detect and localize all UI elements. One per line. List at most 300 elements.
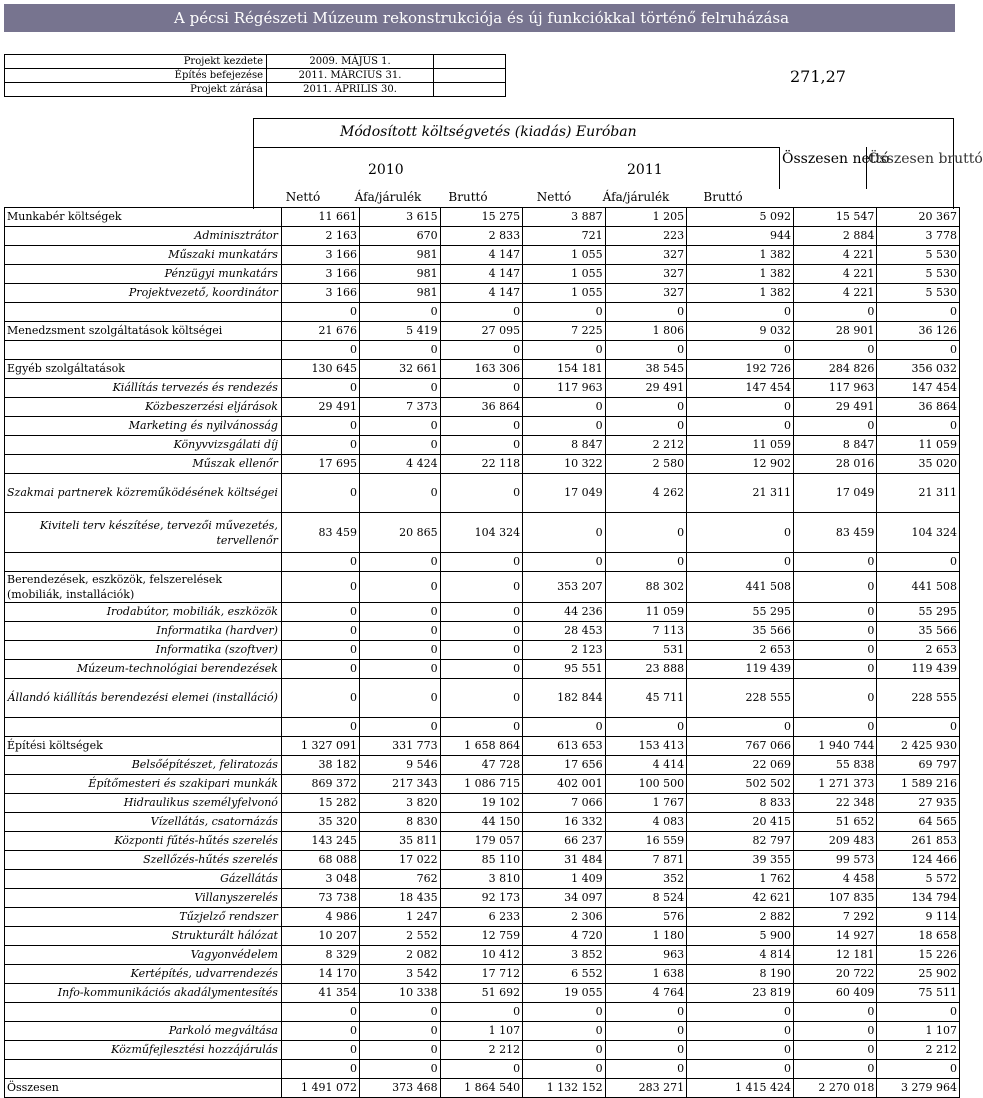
table-cell: 3 810: [440, 870, 523, 889]
table-cell: 147 454: [687, 379, 794, 398]
table-cell: 9 546: [360, 756, 441, 775]
row-label: Közbeszerzési eljárások: [5, 398, 282, 417]
table-cell: 217 343: [360, 775, 441, 794]
table-cell: 7 292: [793, 908, 876, 927]
table-cell: 10 207: [281, 927, 359, 946]
year-2010-heading: 2010: [368, 162, 404, 178]
table-cell: 613 653: [523, 737, 606, 756]
table-cell: 0: [793, 553, 876, 572]
table-cell: 17 695: [281, 455, 359, 474]
table-cell: 0: [360, 379, 441, 398]
table-cell: 0: [360, 572, 441, 603]
table-cell: 35 566: [877, 622, 960, 641]
table-cell: 353 207: [523, 572, 606, 603]
table-cell: 502 502: [687, 775, 794, 794]
table-cell: 11 059: [687, 436, 794, 455]
table-cell: 12 759: [440, 927, 523, 946]
table-row: [5, 946, 960, 965]
table-cell: 31 484: [523, 851, 606, 870]
table-cell: 14 927: [793, 927, 876, 946]
table-cell: 0: [605, 341, 686, 360]
table-cell: 1 382: [687, 265, 794, 284]
table-cell: 0: [605, 1060, 686, 1079]
table-row: [5, 794, 960, 813]
total-gross-heading: Összesen bruttó: [868, 151, 983, 167]
table-cell: 1 247: [360, 908, 441, 927]
row-label: Műszaki munkatárs: [5, 246, 282, 265]
table-cell: 17 049: [523, 474, 606, 513]
table-cell: 0: [281, 1022, 359, 1041]
table-cell: 0: [281, 474, 359, 513]
table-cell: 11 059: [605, 603, 686, 622]
table-cell: 69 797: [877, 756, 960, 775]
table-cell: 11 059: [877, 436, 960, 455]
table-cell: 2 212: [440, 1041, 523, 1060]
row-label: Munkabér költségek: [5, 208, 282, 227]
table-cell: 0: [793, 603, 876, 622]
table-cell: 35 320: [281, 813, 359, 832]
row-label: Vízellátás, csatornázás: [5, 813, 282, 832]
table-cell: 19 102: [440, 794, 523, 813]
table-cell: 0: [523, 553, 606, 572]
table-cell: 0: [687, 341, 794, 360]
table-row: [5, 622, 960, 641]
table-cell: 0: [440, 603, 523, 622]
table-row: [5, 718, 960, 737]
table-cell: 17 022: [360, 851, 441, 870]
table-cell: 0: [360, 603, 441, 622]
table-cell: 2 653: [877, 641, 960, 660]
info-blank: [434, 55, 506, 69]
table-cell: 2 212: [605, 436, 686, 455]
table-cell: 0: [523, 1060, 606, 1079]
table-cell: 228 555: [877, 679, 960, 718]
table-cell: 0: [440, 553, 523, 572]
table-cell: 25 902: [877, 965, 960, 984]
table-cell: 4 458: [793, 870, 876, 889]
row-label: [5, 1060, 282, 1079]
table-cell: 130 645: [281, 360, 359, 379]
table-cell: 0: [281, 1060, 359, 1079]
table-row: [5, 1022, 960, 1041]
table-row: [5, 737, 960, 756]
row-label: Hidraulikus személyfelvonó: [5, 794, 282, 813]
row-label: Parkoló megváltása: [5, 1022, 282, 1041]
table-cell: 143 245: [281, 832, 359, 851]
table-cell: 1 415 424: [687, 1079, 794, 1098]
table-row: [5, 984, 960, 1003]
table-cell: 0: [793, 303, 876, 322]
info-value: 2011. MÁRCIUS 31.: [267, 69, 434, 83]
table-cell: 0: [360, 303, 441, 322]
table-cell: 0: [281, 622, 359, 641]
table-cell: 0: [440, 622, 523, 641]
table-cell: 0: [440, 474, 523, 513]
col-head: Áfa/járulék: [354, 190, 422, 204]
table-cell: 0: [523, 1041, 606, 1060]
table-cell: 0: [687, 1022, 794, 1041]
table-row: [5, 1003, 960, 1022]
table-row: [5, 908, 960, 927]
table-cell: 0: [793, 641, 876, 660]
table-cell: 10 322: [523, 455, 606, 474]
table-cell: 981: [360, 284, 441, 303]
table-cell: 12 181: [793, 946, 876, 965]
row-label: Építőmesteri és szakipari munkák: [5, 775, 282, 794]
table-cell: 0: [281, 660, 359, 679]
table-row: [5, 775, 960, 794]
table-row: [5, 322, 960, 341]
table-cell: 1 806: [605, 322, 686, 341]
table-cell: 4 424: [360, 455, 441, 474]
table-cell: 2 882: [687, 908, 794, 927]
table-cell: 0: [605, 1022, 686, 1041]
table-cell: 55 838: [793, 756, 876, 775]
info-label: Projekt zárása: [5, 83, 267, 97]
table-row: [5, 360, 960, 379]
table-row: [5, 303, 960, 322]
table-cell: 10 338: [360, 984, 441, 1003]
info-blank: [434, 69, 506, 83]
table-cell: 2 306: [523, 908, 606, 927]
table-cell: 39 355: [687, 851, 794, 870]
table-cell: 15 275: [440, 208, 523, 227]
table-cell: 0: [877, 553, 960, 572]
table-cell: 4 764: [605, 984, 686, 1003]
table-cell: 18 658: [877, 927, 960, 946]
info-row: [5, 69, 506, 83]
table-cell: 0: [687, 417, 794, 436]
table-cell: 0: [360, 1003, 441, 1022]
row-label: Állandó kiállítás berendezési elemei (installáció): [5, 679, 282, 718]
info-row: [5, 55, 506, 69]
table-cell: 0: [793, 417, 876, 436]
row-label: Egyéb szolgáltatások: [5, 360, 282, 379]
col-head: Bruttó: [448, 190, 488, 204]
table-cell: 3 615: [360, 208, 441, 227]
table-cell: 356 032: [877, 360, 960, 379]
info-blank: [434, 83, 506, 97]
column-headers: [253, 190, 953, 206]
table-cell: 15 226: [877, 946, 960, 965]
table-cell: 0: [281, 303, 359, 322]
table-cell: 1 055: [523, 284, 606, 303]
table-cell: 5 530: [877, 265, 960, 284]
table-cell: 99 573: [793, 851, 876, 870]
table-cell: 4 720: [523, 927, 606, 946]
table-cell: 0: [281, 603, 359, 622]
table-cell: 1 180: [605, 927, 686, 946]
table-cell: 0: [877, 718, 960, 737]
table-cell: 7 113: [605, 622, 686, 641]
table-cell: 981: [360, 246, 441, 265]
table-row: [5, 474, 960, 513]
table-row: [5, 832, 960, 851]
table-cell: 0: [281, 436, 359, 455]
table-cell: 0: [687, 1060, 794, 1079]
budget-table: [4, 207, 960, 1098]
table-cell: 1 107: [877, 1022, 960, 1041]
row-label: Kiviteli terv készítése, tervezői művezetés, tervellenőr: [5, 513, 282, 553]
table-cell: 373 468: [360, 1079, 441, 1098]
row-label: Pénzügyi munkatárs: [5, 265, 282, 284]
table-cell: 5 530: [877, 284, 960, 303]
header-divider: [253, 147, 780, 148]
table-cell: 29 491: [605, 379, 686, 398]
table-cell: 327: [605, 284, 686, 303]
table-row: [5, 379, 960, 398]
table-row: [5, 417, 960, 436]
table-cell: 4 083: [605, 813, 686, 832]
table-cell: 27 095: [440, 322, 523, 341]
row-label: [5, 303, 282, 322]
table-row: [5, 965, 960, 984]
table-row: [5, 1041, 960, 1060]
table-cell: 15 282: [281, 794, 359, 813]
table-cell: 21 311: [877, 474, 960, 513]
table-cell: 95 551: [523, 660, 606, 679]
table-row: [5, 227, 960, 246]
table-cell: 8 830: [360, 813, 441, 832]
table-cell: 0: [877, 1003, 960, 1022]
table-cell: 32 661: [360, 360, 441, 379]
table-cell: 331 773: [360, 737, 441, 756]
table-cell: 327: [605, 246, 686, 265]
table-cell: 51 692: [440, 984, 523, 1003]
table-cell: 0: [440, 1003, 523, 1022]
table-cell: 35 020: [877, 455, 960, 474]
table-cell: 0: [687, 553, 794, 572]
table-cell: 104 324: [877, 513, 960, 553]
table-cell: 352: [605, 870, 686, 889]
table-cell: 15 547: [793, 208, 876, 227]
table-cell: 531: [605, 641, 686, 660]
table-cell: 3 279 964: [877, 1079, 960, 1098]
row-label: Menedzsment szolgáltatások költségei: [5, 322, 282, 341]
table-cell: 83 459: [281, 513, 359, 553]
table-cell: 8 190: [687, 965, 794, 984]
table-cell: 0: [360, 436, 441, 455]
table-cell: 20 415: [687, 813, 794, 832]
table-cell: 209 483: [793, 832, 876, 851]
table-cell: 117 963: [793, 379, 876, 398]
table-cell: 7 373: [360, 398, 441, 417]
table-cell: 75 511: [877, 984, 960, 1003]
table-cell: 327: [605, 265, 686, 284]
table-cell: 4 986: [281, 908, 359, 927]
table-cell: 670: [360, 227, 441, 246]
table-cell: 2 653: [687, 641, 794, 660]
table-cell: 0: [360, 641, 441, 660]
table-cell: 1 589 216: [877, 775, 960, 794]
table-cell: 163 306: [440, 360, 523, 379]
table-row: [5, 756, 960, 775]
table-cell: 92 173: [440, 889, 523, 908]
table-cell: 0: [793, 1003, 876, 1022]
table-cell: 767 066: [687, 737, 794, 756]
table-cell: 1 767: [605, 794, 686, 813]
col-head: Áfa/járulék: [602, 190, 670, 204]
table-cell: 12 902: [687, 455, 794, 474]
table-cell: 23 819: [687, 984, 794, 1003]
table-cell: 0: [440, 303, 523, 322]
table-cell: 7 225: [523, 322, 606, 341]
table-cell: 2 163: [281, 227, 359, 246]
table-cell: 0: [360, 341, 441, 360]
table-cell: 944: [687, 227, 794, 246]
row-label: Tűzjelző rendszer: [5, 908, 282, 927]
table-cell: 7 871: [605, 851, 686, 870]
table-cell: 3 166: [281, 246, 359, 265]
row-label: [5, 341, 282, 360]
table-cell: 36 126: [877, 322, 960, 341]
table-cell: 0: [523, 513, 606, 553]
table-cell: 721: [523, 227, 606, 246]
table-row: [5, 603, 960, 622]
table-cell: 8 847: [793, 436, 876, 455]
table-cell: 283 271: [605, 1079, 686, 1098]
table-cell: 0: [605, 1041, 686, 1060]
table-cell: 0: [793, 572, 876, 603]
table-cell: 4 414: [605, 756, 686, 775]
table-cell: 153 413: [605, 737, 686, 756]
table-cell: 21 676: [281, 322, 359, 341]
table-cell: 34 097: [523, 889, 606, 908]
table-cell: 963: [605, 946, 686, 965]
table-cell: 2 123: [523, 641, 606, 660]
table-cell: 1 940 744: [793, 737, 876, 756]
table-cell: 0: [523, 417, 606, 436]
table-cell: 3 542: [360, 965, 441, 984]
table-cell: 19 055: [523, 984, 606, 1003]
table-row: [5, 889, 960, 908]
table-cell: 20 722: [793, 965, 876, 984]
table-row: [5, 436, 960, 455]
table-cell: 4 262: [605, 474, 686, 513]
table-cell: 0: [793, 341, 876, 360]
table-cell: 0: [877, 303, 960, 322]
table-cell: 100 500: [605, 775, 686, 794]
table-cell: 0: [687, 398, 794, 417]
table-row: [5, 870, 960, 889]
table-cell: 192 726: [687, 360, 794, 379]
table-cell: 441 508: [687, 572, 794, 603]
table-cell: 45 711: [605, 679, 686, 718]
table-cell: 83 459: [793, 513, 876, 553]
row-label: Szellőzés-hűtés szerelés: [5, 851, 282, 870]
table-cell: 0: [687, 303, 794, 322]
table-row: [5, 208, 960, 227]
table-cell: 228 555: [687, 679, 794, 718]
table-cell: 0: [360, 417, 441, 436]
table-cell: 0: [360, 1022, 441, 1041]
table-cell: 47 728: [440, 756, 523, 775]
table-cell: 3 166: [281, 265, 359, 284]
table-cell: 17 712: [440, 965, 523, 984]
table-cell: 55 295: [877, 603, 960, 622]
table-cell: 18 435: [360, 889, 441, 908]
table-cell: 22 069: [687, 756, 794, 775]
table-cell: 1 382: [687, 246, 794, 265]
table-cell: 134 794: [877, 889, 960, 908]
table-cell: 0: [281, 1041, 359, 1060]
table-row: [5, 572, 960, 603]
row-label: Kiállítás tervezés és rendezés: [5, 379, 282, 398]
table-cell: 66 237: [523, 832, 606, 851]
table-cell: 0: [281, 572, 359, 603]
table-cell: 0: [360, 679, 441, 718]
table-cell: 21 311: [687, 474, 794, 513]
table-cell: 1 055: [523, 265, 606, 284]
table-title: Módosított költségvetés (kiadás) Euróban: [340, 124, 637, 140]
table-cell: 0: [605, 1003, 686, 1022]
table-row: [5, 553, 960, 572]
table-cell: 41 354: [281, 984, 359, 1003]
table-cell: 17 656: [523, 756, 606, 775]
table-cell: 9 032: [687, 322, 794, 341]
table-cell: 0: [523, 341, 606, 360]
info-label: Építés befejezése: [5, 69, 267, 83]
table-cell: 6 552: [523, 965, 606, 984]
table-cell: 20 865: [360, 513, 441, 553]
table-cell: 0: [523, 1022, 606, 1041]
table-cell: 51 652: [793, 813, 876, 832]
table-cell: 3 820: [360, 794, 441, 813]
row-label: Építési költségek: [5, 737, 282, 756]
table-cell: 869 372: [281, 775, 359, 794]
row-label: Villanyszerelés: [5, 889, 282, 908]
table-cell: 0: [523, 1003, 606, 1022]
table-cell: 261 853: [877, 832, 960, 851]
table-cell: 0: [793, 622, 876, 641]
table-cell: 0: [440, 718, 523, 737]
row-label: Info-kommunikációs akadálymentesítés: [5, 984, 282, 1003]
table-cell: 2 082: [360, 946, 441, 965]
row-label: [5, 553, 282, 572]
year-2011-heading: 2011: [627, 162, 663, 178]
table-cell: 0: [877, 417, 960, 436]
row-label: Berendezések, eszközök, felszerelések (mobiliák, installációk): [5, 572, 282, 603]
table-cell: 22 118: [440, 455, 523, 474]
table-cell: 0: [605, 303, 686, 322]
table-cell: 1 658 864: [440, 737, 523, 756]
table-cell: 38 182: [281, 756, 359, 775]
table-cell: 0: [877, 1060, 960, 1079]
row-label: Marketing és nyilvánosság: [5, 417, 282, 436]
table-cell: 2 833: [440, 227, 523, 246]
table-row: [5, 341, 960, 360]
exchange-rate: 271,27: [790, 67, 846, 86]
table-cell: 35 566: [687, 622, 794, 641]
table-cell: 179 057: [440, 832, 523, 851]
table-cell: 82 797: [687, 832, 794, 851]
table-cell: 23 888: [605, 660, 686, 679]
table-cell: 1 132 152: [523, 1079, 606, 1098]
table-cell: 1 055: [523, 246, 606, 265]
table-cell: 2 552: [360, 927, 441, 946]
row-label: Gázellátás: [5, 870, 282, 889]
col-head: Nettó: [285, 190, 321, 204]
table-row: [5, 513, 960, 553]
table-cell: 9 114: [877, 908, 960, 927]
table-cell: 981: [360, 265, 441, 284]
table-cell: 44 236: [523, 603, 606, 622]
table-cell: 35 811: [360, 832, 441, 851]
table-cell: 2 580: [605, 455, 686, 474]
info-value: 2011. ÁPRILIS 30.: [267, 83, 434, 97]
table-cell: 154 181: [523, 360, 606, 379]
row-label: Könyvvizsgálati díj: [5, 436, 282, 455]
